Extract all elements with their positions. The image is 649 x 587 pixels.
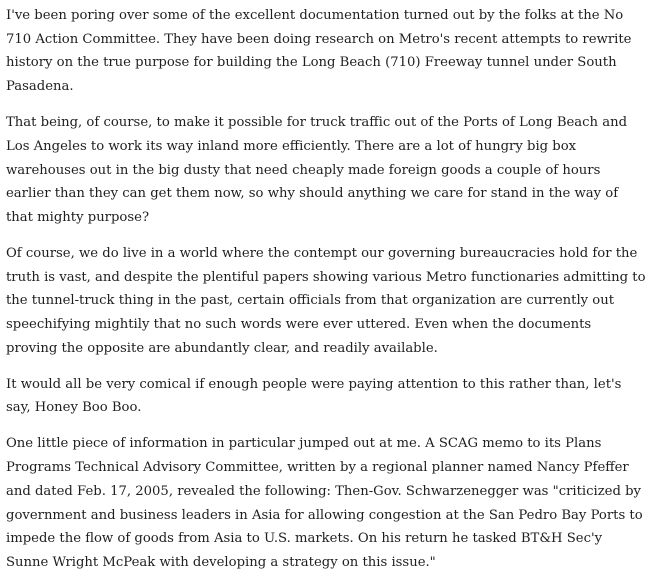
- paragraph-2: That being, of course, to make it possible for truck traffic out of the Ports of Long Beach and Los Angeles to work its way inland more efficiently. There are a lot of hungry big box warehouses out in the big dusty that need cheaply made foreign goods a couple of hours earlier than they can get them now, so why should anything we care for stand in the way of that mighty purpose?: [6, 115, 628, 225]
- article-body: [6, 4, 646, 587]
- paragraph-4: It would all be very comical if enough people were paying attention to this rather than, let's say, Honey Boo Boo.: [6, 376, 622, 416]
- paragraph-5: One little piece of information in particular jumped out at me. A SCAG memo to its Plans Programs Technical Advisory Committee, written by a regional planner named Nancy Pfeffer and dated Feb. 17, 2005, revealed the following: Then-Gov. Schwarzenegger was "criticized by government and business leaders in Asia for allowing congestion at the San Pedro Bay Ports to impede the flow of goods from Asia to U.S. markets. On his return he tasked BT&H Sec'y Sunne Wright McPeak with developing a strategy on this issue.": [6, 436, 643, 570]
- paragraph-1: I've been poring over some of the excellent documentation turned out by the folks at the No 710 Action Committee. They have been doing research on Metro's recent attempts to rewrite history on the true purpose for building the Long Beach (710) Freeway tunnel under South Pasadena.: [6, 8, 632, 95]
- paragraph-3: Of course, we do live in a world where the contempt our governing bureaucracies hold for the truth is vast, and despite the plentiful papers showing various Metro functionaries admitting to the tunnel-truck thing in the past, certain officials from that organization are currently out speechifying mightily that no such words were ever uttered. Even when the documents proving the opposite are abundantly clear, and readily available.: [6, 245, 646, 356]
